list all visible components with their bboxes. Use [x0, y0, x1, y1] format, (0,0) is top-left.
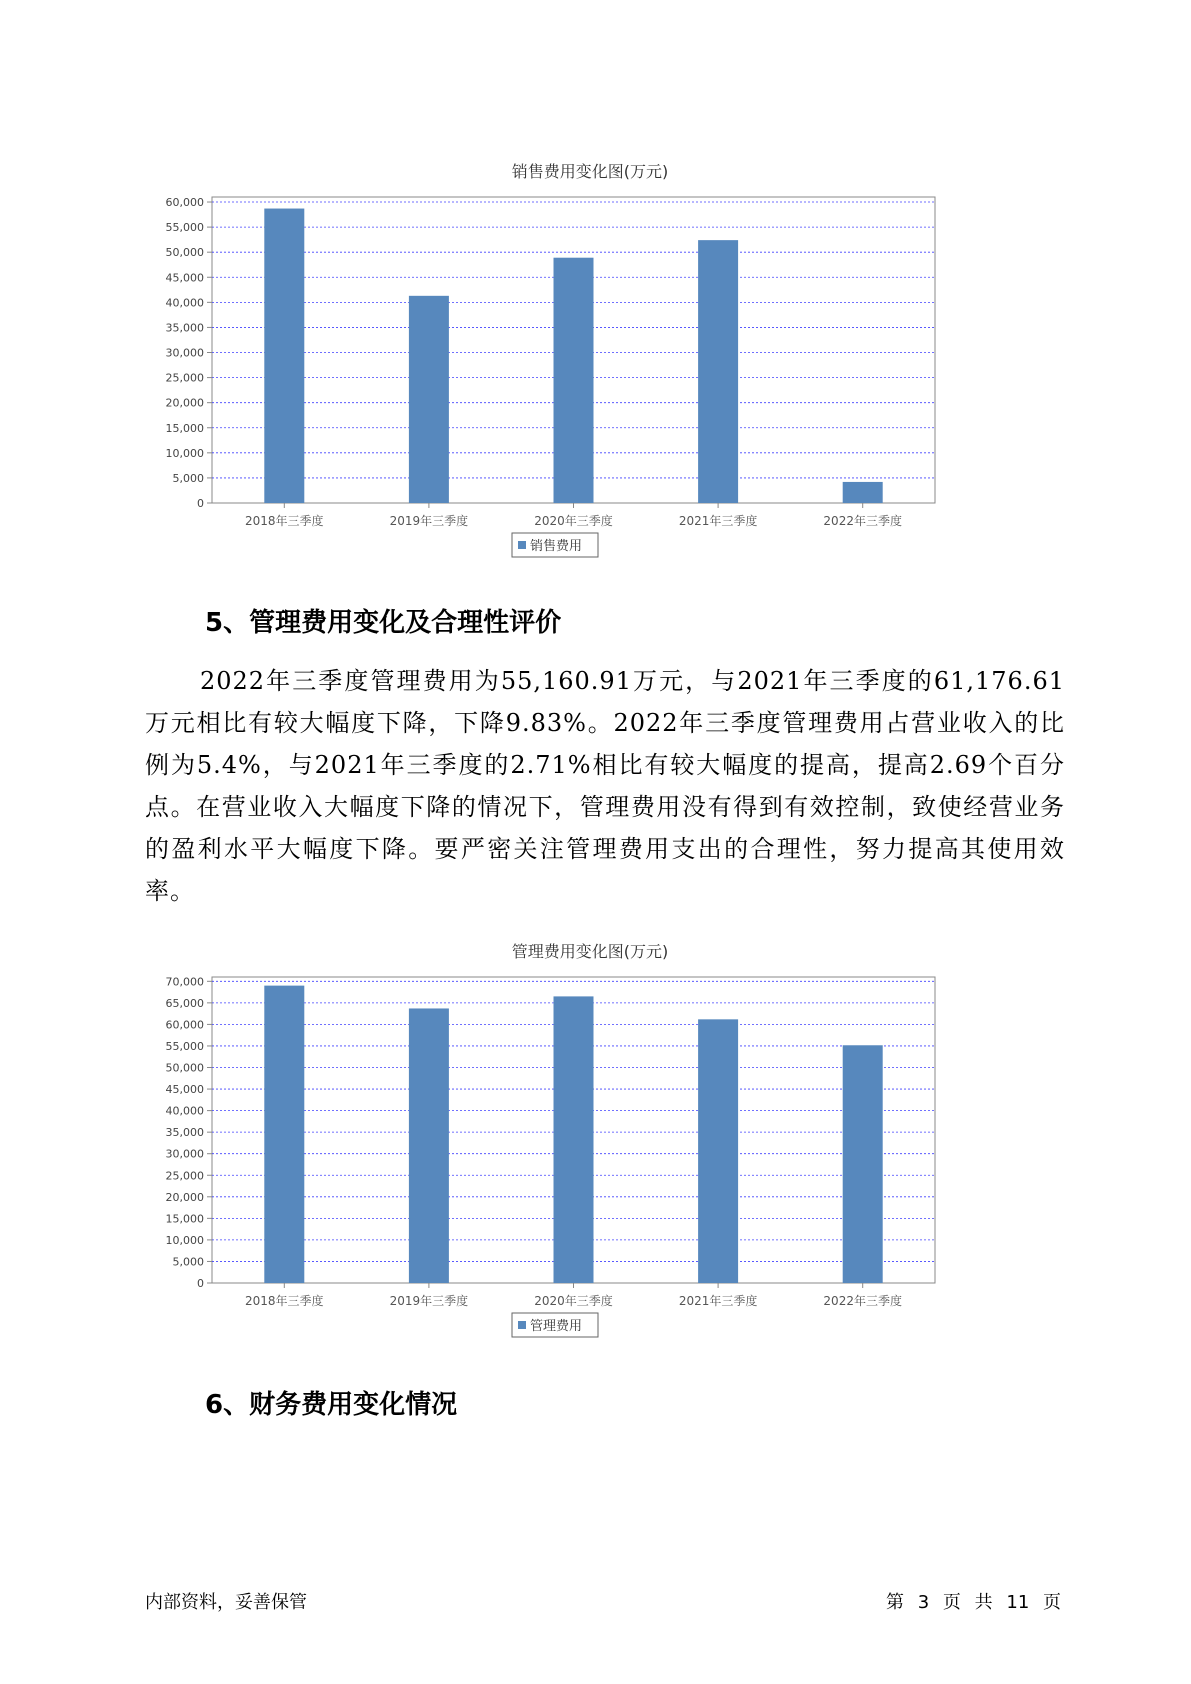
y-tick-label: 15,000 — [165, 1212, 204, 1226]
y-tick-label: 50,000 — [165, 1061, 204, 1075]
y-tick-label: 30,000 — [165, 1147, 204, 1161]
chart-title: 管理费用变化图(万元) — [511, 942, 669, 961]
bar — [554, 258, 594, 503]
bar — [264, 209, 304, 503]
sales-expense-chart-svg — [150, 193, 1030, 603]
x-tick-label: 2020年三季度 — [534, 514, 613, 528]
admin-expense-chart — [150, 935, 1030, 1365]
bar — [698, 1019, 738, 1283]
y-tick-label: 70,000 — [165, 975, 204, 989]
legend — [512, 533, 598, 557]
x-tick-label: 2022年三季度 — [823, 514, 902, 528]
y-tick-label: 5,000 — [172, 471, 204, 485]
y-tick-label: 10,000 — [165, 446, 204, 460]
bar — [698, 240, 738, 503]
bar — [264, 986, 304, 1283]
legend-swatch — [518, 1321, 526, 1329]
y-tick-label: 25,000 — [165, 371, 204, 385]
x-tick-label: 2020年三季度 — [534, 1294, 613, 1308]
y-tick-label: 45,000 — [165, 1083, 204, 1097]
y-tick-label: 15,000 — [165, 421, 204, 435]
footer-confidential-note: 内部资料，妥善保管 — [145, 1592, 307, 1613]
y-tick-label: 0 — [197, 1277, 204, 1290]
chart-title: 销售费用变化图(万元) — [511, 162, 669, 181]
x-tick-label: 2019年三季度 — [389, 1294, 469, 1308]
x-tick-label: 2021年三季度 — [678, 1294, 758, 1308]
y-tick-label: 45,000 — [165, 271, 204, 285]
y-tick-label: 5,000 — [172, 1255, 204, 1269]
y-tick-label: 30,000 — [165, 346, 204, 360]
y-tick-label: 20,000 — [165, 1190, 204, 1204]
bar — [554, 996, 594, 1283]
legend — [512, 1313, 598, 1337]
y-tick-label: 65,000 — [165, 996, 204, 1010]
x-tick-label: 2019年三季度 — [389, 514, 469, 528]
y-tick-label: 55,000 — [165, 1039, 204, 1053]
sales-expense-chart — [150, 155, 1030, 585]
section-6-heading: 6、财务费用变化情况 — [205, 1390, 458, 1420]
section-5-heading: 5、管理费用变化及合理性评价 — [205, 608, 562, 638]
legend-label: 管理费用 — [530, 1319, 583, 1334]
y-tick-label: 40,000 — [165, 1104, 204, 1118]
y-tick-label: 55,000 — [165, 221, 204, 235]
y-tick-label: 20,000 — [165, 396, 204, 410]
y-tick-label: 60,000 — [165, 1018, 204, 1032]
y-tick-label: 35,000 — [165, 321, 204, 335]
admin-expense-chart-svg — [150, 973, 1030, 1383]
footer-page-number: 第 3 页 共 11 页 — [886, 1592, 1061, 1613]
y-tick-label: 0 — [197, 497, 204, 510]
y-tick-label: 25,000 — [165, 1169, 204, 1183]
y-tick-label: 35,000 — [165, 1126, 204, 1140]
legend-label: 销售费用 — [530, 539, 583, 554]
y-tick-label: 10,000 — [165, 1233, 204, 1247]
x-tick-label: 2018年三季度 — [245, 514, 324, 528]
bar — [409, 296, 449, 503]
x-tick-label: 2021年三季度 — [678, 514, 758, 528]
x-tick-label: 2018年三季度 — [245, 1294, 324, 1308]
legend-swatch — [518, 541, 526, 549]
y-tick-label: 50,000 — [165, 246, 204, 260]
bar — [843, 482, 883, 503]
y-tick-label: 40,000 — [165, 296, 204, 310]
bar — [409, 1008, 449, 1283]
section-5-paragraph: 2022年三季度管理费用为55,160.91万元，与2021年三季度的61,176.61万元相比有较大幅度下降，下降9.83%。2022年三季度管理费用占营业收入的比例为5.4%，与2021年三季度的2.71%相比有较大幅度的提高，提高2.69个百分点。在营业收入大幅度下降的情况下，管理费用没有得到有效控制，致使经营业务的盈利水平大幅度下降。要严密关注管理费用支出的合理性，努力提高其使用效率。 — [145, 667, 1065, 905]
bar — [843, 1045, 883, 1283]
x-tick-label: 2022年三季度 — [823, 1294, 902, 1308]
y-tick-label: 60,000 — [165, 196, 204, 210]
